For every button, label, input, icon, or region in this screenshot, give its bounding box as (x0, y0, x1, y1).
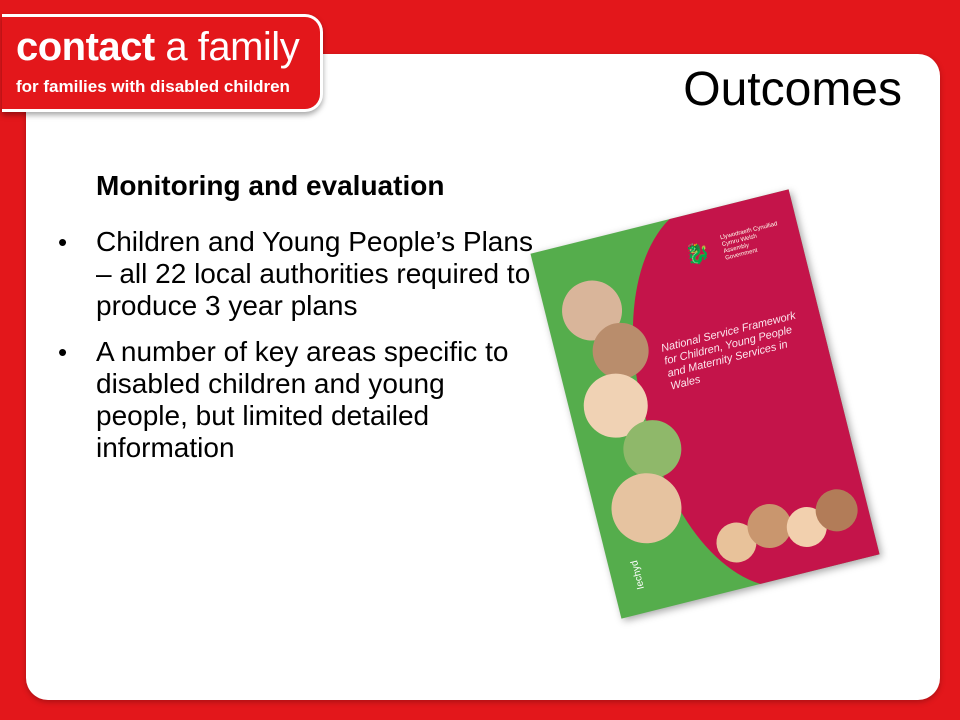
bullet-item (56, 336, 536, 464)
bullet-text: A number of key areas specific to disabled children and young people, but limited detailed information (96, 336, 509, 463)
logo-wordmark (16, 25, 299, 70)
bullet-icon: • (58, 337, 68, 367)
logo-tagline: for families with disabled children (16, 77, 290, 96)
bullet-text: Children and Young People’s Plans – all 22 local authorities required to produce 3 year plans (96, 226, 533, 321)
logo-word-contact: contact (16, 25, 155, 69)
slide-subheading: Monitoring and evaluation (96, 170, 445, 201)
slide-title: Outcomes (683, 63, 902, 116)
bullet-list (56, 226, 536, 478)
cover-title: National Service Framework for Children, Young People and Maternity Services in Wales (659, 309, 797, 393)
welsh-dragon-icon: 🐉 (683, 240, 713, 268)
logo-word-a-family: a family (165, 25, 300, 69)
bullet-item (56, 226, 536, 322)
contact-a-family-logo (2, 14, 323, 112)
bullet-icon: • (58, 227, 68, 257)
cover-spine-label: Iechyd (629, 559, 647, 591)
cover-crest-text: Llywodraeth Cynulliad Cymru Welsh Assembly Government (719, 221, 779, 262)
